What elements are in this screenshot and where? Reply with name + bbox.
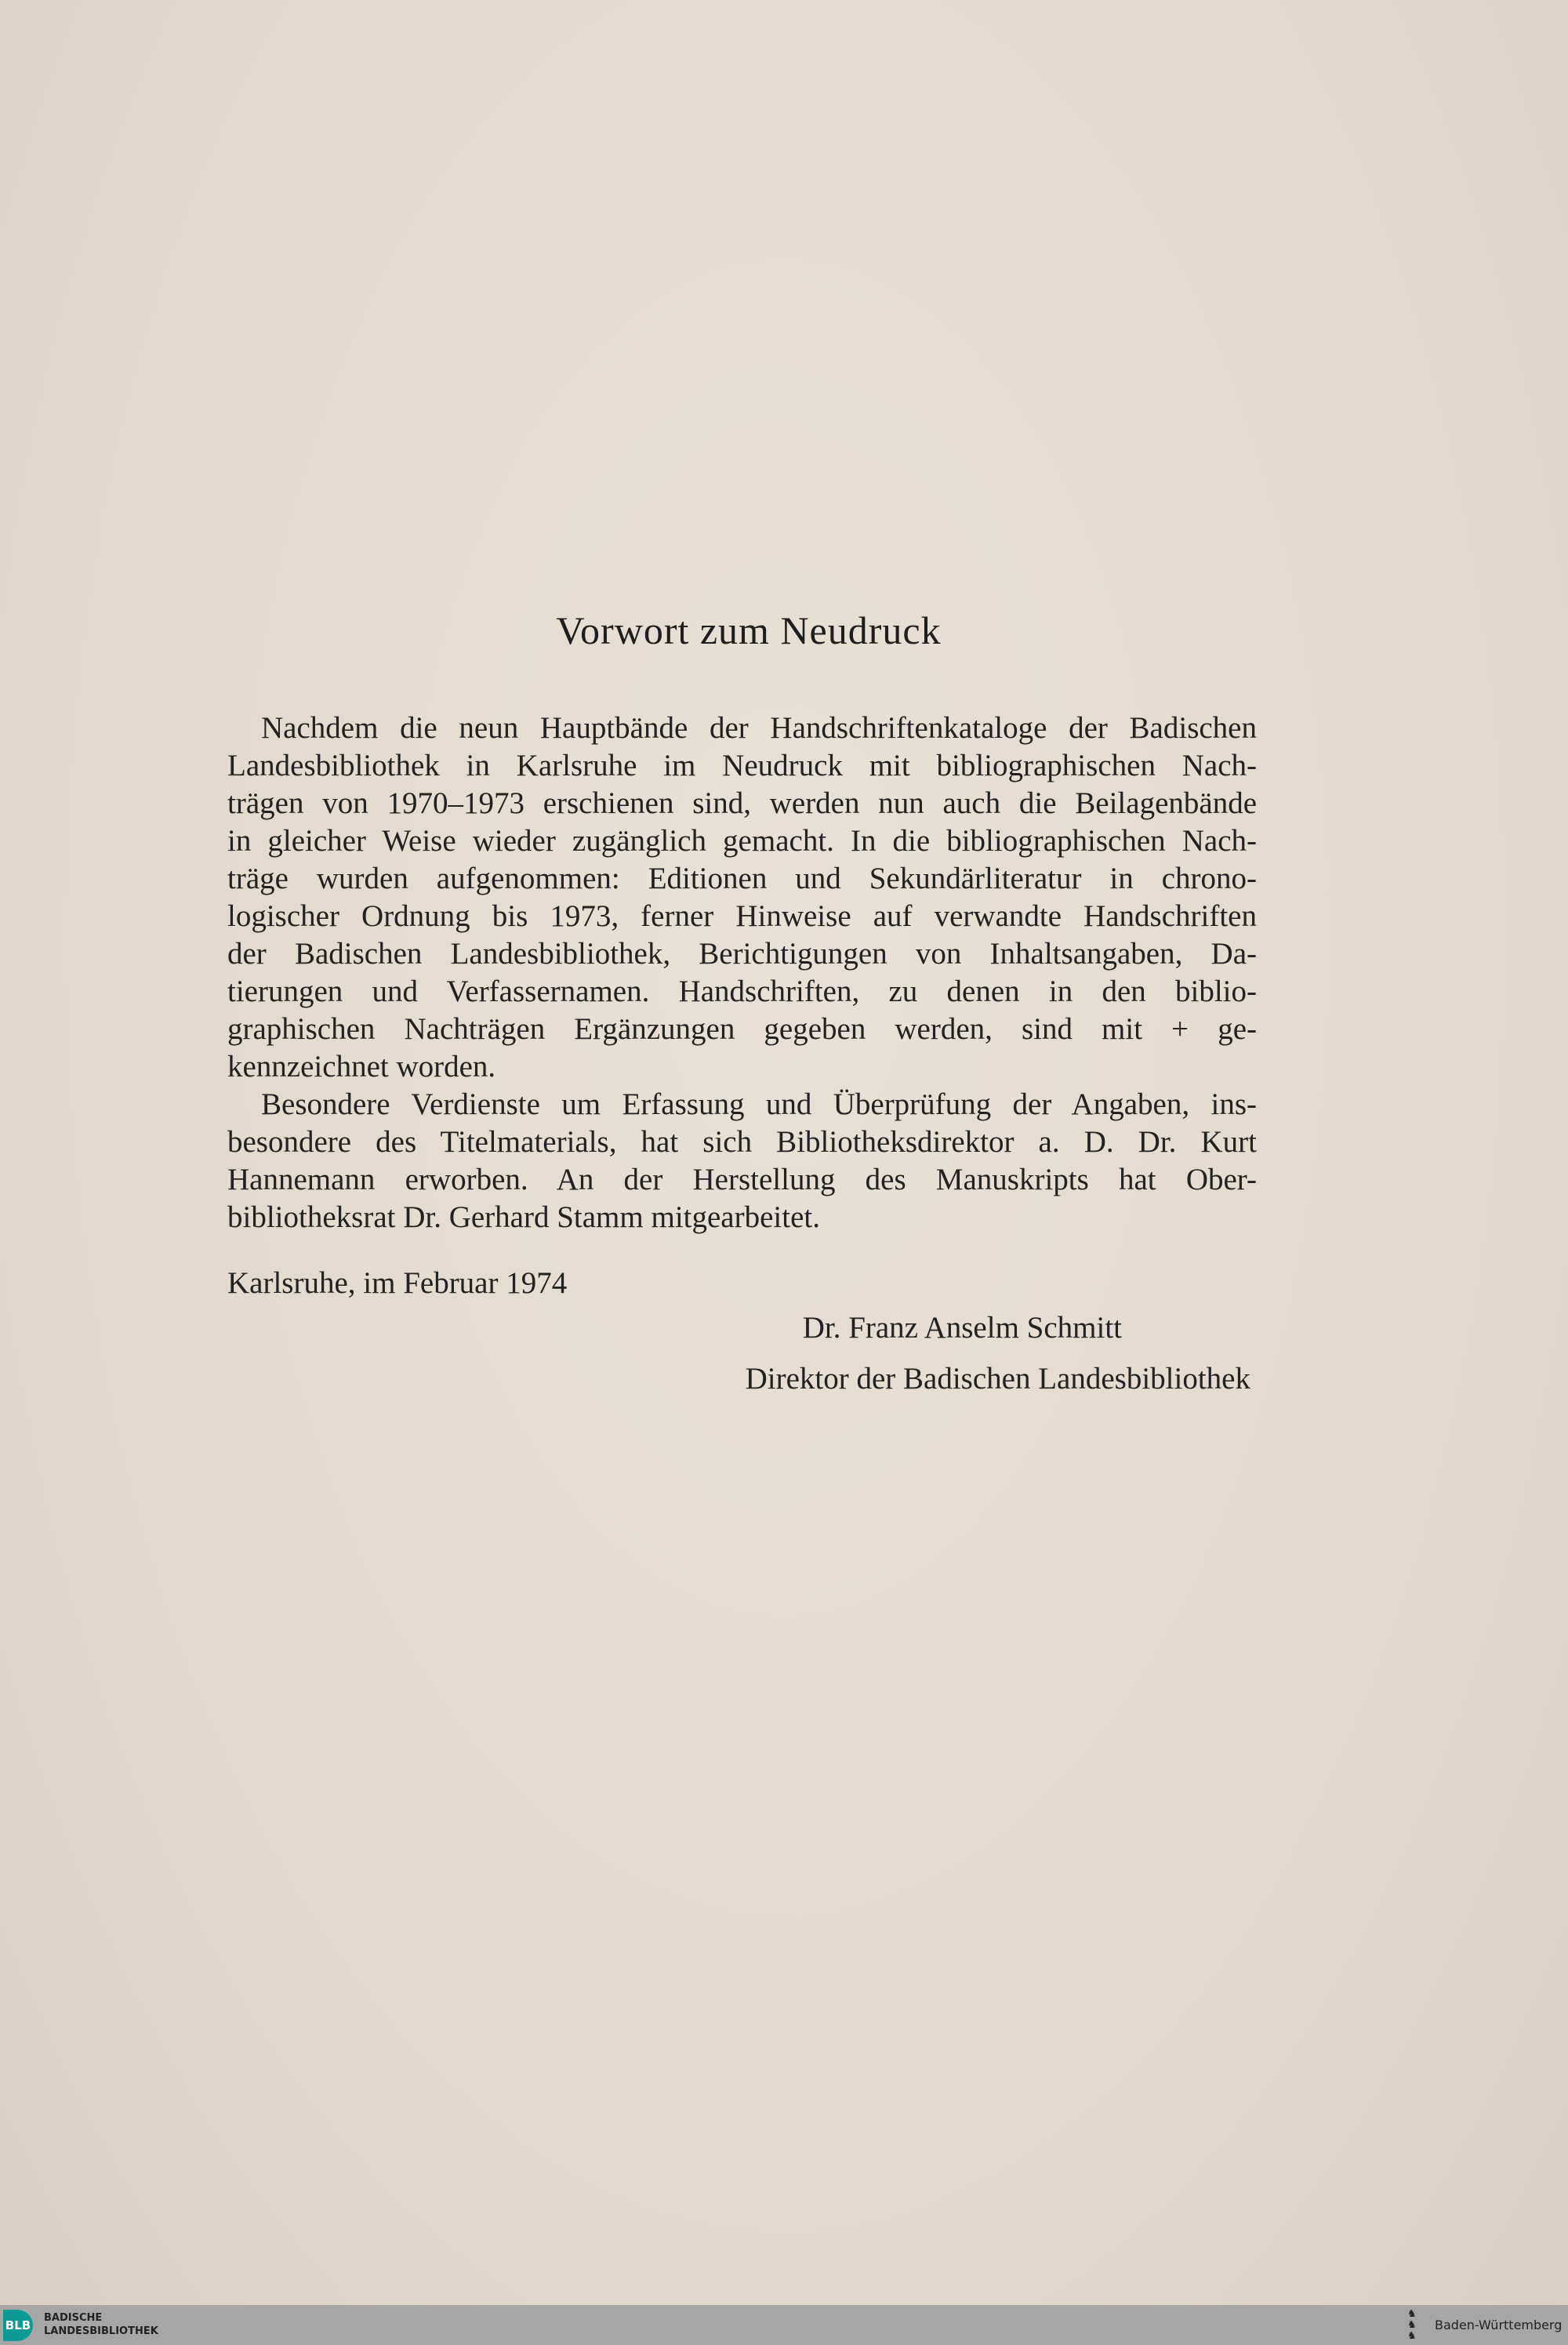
- footer-bar: [0, 2305, 1568, 2345]
- signatory-name: Dr. Franz Anselm Schmitt: [802, 1311, 1122, 1345]
- text-line: der Badischen Landesbibliothek, Berichtigungen von Inhaltsangaben, Da-: [227, 937, 1257, 971]
- blb-logo[interactable]: BLB: [3, 2310, 33, 2341]
- page-title: Vorwort zum Neudruck: [556, 608, 942, 652]
- text-line: kennzeichnet worden.: [227, 1050, 496, 1084]
- text-line: graphischen Nachträgen Ergänzungen gegeben werden, sind mit + ge-: [227, 1012, 1257, 1046]
- text-line: Hannemann erworben. An der Herstellung des Manuskripts hat Ober-: [227, 1163, 1257, 1196]
- blb-line2: LANDESBIBLIOTHEK: [44, 2325, 158, 2337]
- text-line: träge wurden aufgenommen: Editionen und Sekundärliteratur in chrono-: [227, 862, 1257, 895]
- blb-name[interactable]: [44, 2311, 158, 2338]
- text-line: logischer Ordnung bis 1973, ferner Hinweise auf verwandte Handschriften: [227, 899, 1257, 933]
- signatory-title: Direktor der Badischen Landesbibliothek: [745, 1362, 1250, 1396]
- place-date: Karlsruhe, im Februar 1974: [227, 1266, 568, 1300]
- text-line: trägen von 1970–1973 erschienen sind, werden nun auch die Beilagenbände: [227, 786, 1257, 820]
- text-line: Besondere Verdienste um Erfassung und Überprüfung der Angaben, ins-: [261, 1087, 1257, 1121]
- text-line: Landesbibliothek in Karlsruhe im Neudruck mit bibliographischen Nach-: [227, 749, 1257, 782]
- baden-wuerttemberg-logo[interactable]: Baden-Württemberg: [1435, 2318, 1563, 2332]
- text-line: tierungen und Verfassernamen. Handschriften, zu denen in den biblio-: [227, 975, 1257, 1008]
- text-line: in gleicher Weise wieder zugänglich gemacht. In die bibliographischen Nach-: [227, 824, 1257, 858]
- text-line: bibliotheksrat Dr. Gerhard Stamm mitgearbeitet.: [227, 1200, 820, 1234]
- lion-crest-icon: ♞ ♞ ♞: [1407, 2307, 1417, 2341]
- blb-line1: BADISCHE: [44, 2312, 103, 2324]
- text-line: Nachdem die neun Hauptbände der Handschriftenkataloge der Badischen: [261, 711, 1257, 745]
- text-line: besondere des Titelmaterials, hat sich Bibliotheksdirektor a. D. Dr. Kurt: [227, 1125, 1257, 1159]
